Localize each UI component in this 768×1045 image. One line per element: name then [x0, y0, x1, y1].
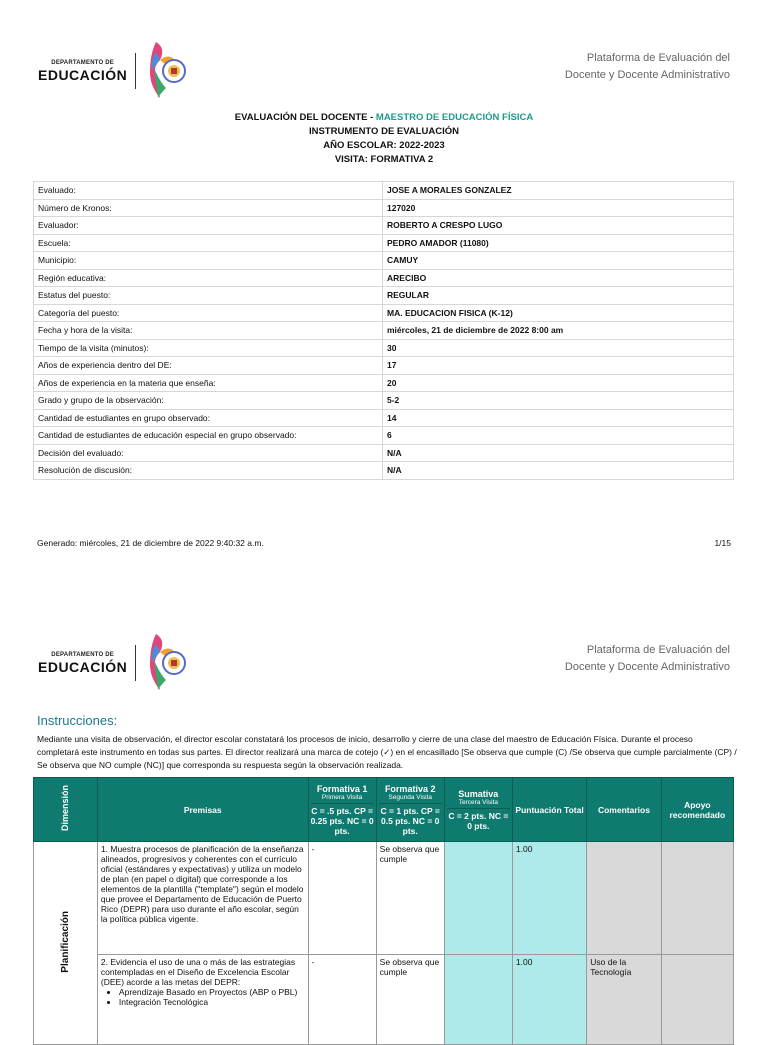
info-row	[34, 269, 734, 287]
info-label: Escuela:	[34, 234, 383, 252]
list-item: • Integración Tecnológica	[119, 997, 305, 1007]
info-label: Años de experiencia dentro del DE:	[34, 357, 383, 375]
info-row	[34, 357, 734, 375]
education-logo-2	[38, 630, 188, 696]
info-value: 17	[383, 357, 734, 375]
puerto-rico-seal-icon	[146, 38, 188, 104]
total-header: Puntuación Total	[512, 778, 586, 842]
info-row	[34, 462, 734, 480]
comments-header: Comentarios	[587, 778, 661, 842]
info-label: Decisión del evaluado:	[34, 444, 383, 462]
info-row	[34, 252, 734, 270]
info-value: 5-2	[383, 392, 734, 410]
info-row	[34, 287, 734, 305]
f1-cell: -	[308, 842, 376, 955]
platform-line-2: Docente y Docente Administrativo	[564, 69, 730, 81]
info-value: 30	[383, 339, 734, 357]
info-value: 14	[383, 409, 734, 427]
strategy-list	[101, 987, 305, 1007]
list-item: • Aprendizaje Basado en Proyectos (ABP o PBL)	[119, 987, 305, 997]
sumativa-header: Sumativa Tercera Visita C = 2 pts. NC = 0 pts.	[444, 778, 512, 842]
info-value: 127020	[383, 199, 734, 217]
instructions-text: Mediante una visita de observación, el director escolar constatará los procesos de inicio, desarrollo y cierre de una clase del maestro de Educación Física. Durante el proceso completará este instrumento en todas sus partes. El director realizará una marca de cotejo (✓) en el encasillado [Se observa que cumple (C) /Se observa que cumple parcialmente (CP) / Se observa que NO cumple (NC)] que corresponda su respuesta según la observación realizada.	[37, 734, 737, 770]
info-row	[34, 392, 734, 410]
platform-title	[565, 50, 730, 84]
page-footer	[37, 538, 731, 548]
logo-divider-2	[135, 645, 136, 681]
info-row	[34, 182, 734, 200]
info-row	[34, 339, 734, 357]
logo-big-text: EDUCACIÓN	[38, 66, 128, 83]
info-label: Años de experiencia en la materia que enseña:	[34, 374, 383, 392]
generated-text: Generado: miércoles, 21 de diciembre de 2022 9:40:32 a.m.	[37, 538, 264, 548]
support-cell	[661, 955, 733, 1045]
logo-small-text-2: DEPARTAMENTO DE	[51, 651, 114, 658]
info-label: Cantidad de estudiantes en grupo observado:	[34, 409, 383, 427]
platform-line-1: Plataforma de Evaluación del	[586, 52, 730, 64]
f2-cell: Se observa que cumple	[376, 842, 444, 955]
premise-cell	[97, 955, 308, 1045]
sumativa-cell	[444, 955, 512, 1045]
info-label: Evaluado:	[34, 182, 383, 200]
info-row	[34, 427, 734, 445]
info-label: Estatus del puesto:	[34, 287, 383, 305]
f1-cell: -	[308, 955, 376, 1045]
info-value: 6	[383, 427, 734, 445]
info-label: Número de Kronos:	[34, 199, 383, 217]
info-value: ROBERTO A CRESPO LUGO	[383, 217, 734, 235]
support-header: Apoyo recomendado	[661, 778, 733, 842]
instructions-title: Instrucciones:	[37, 713, 118, 728]
comment-cell: Uso de la Tecnología	[587, 955, 661, 1045]
info-label: Grado y grupo de la observación:	[34, 392, 383, 410]
title-line-3: AÑO ESCOLAR: 2022-2023	[323, 140, 445, 151]
f2-cell: Se observa que cumple	[376, 955, 444, 1045]
info-row	[34, 322, 734, 340]
logo-big-text-2: EDUCACIÓN	[38, 658, 128, 675]
info-value: miércoles, 21 de diciembre de 2022 8:00 am	[383, 322, 734, 340]
info-row	[34, 374, 734, 392]
support-cell	[661, 842, 733, 955]
info-value: MA. EDUCACION FISICA (K-12)	[383, 304, 734, 322]
premise-text: 2. Evidencia el uso de una o más de las estrategias contempladas en el Diseño de Excelencia Escolar (DEE) acorde a las metas del DEPR:	[100, 957, 296, 987]
info-value: N/A	[383, 462, 734, 480]
title-prefix: EVALUACIÓN DEL DOCENTE -	[234, 112, 374, 123]
document-title	[0, 111, 768, 167]
info-label: Cantidad de estudiantes de educación especial en grupo observado:	[34, 427, 383, 445]
title-line-4: VISITA: FORMATIVA 2	[334, 154, 434, 165]
logo-divider	[135, 53, 136, 89]
info-label: Municipio:	[34, 252, 383, 270]
title-line-2: INSTRUMENTO DE EVALUACIÓN	[308, 126, 460, 137]
puerto-rico-seal-icon	[146, 630, 188, 696]
title-accent: MAESTRO DE EDUCACIÓN FÍSICA	[375, 112, 534, 123]
platform-line-1: Plataforma de Evaluación del	[586, 644, 730, 656]
info-row	[34, 234, 734, 252]
platform-line-2: Docente y Docente Administrativo	[564, 661, 730, 673]
info-value: REGULAR	[383, 287, 734, 305]
info-label: Categoría del puesto:	[34, 304, 383, 322]
info-label: Resolución de discusión:	[34, 462, 383, 480]
dimension-cell	[34, 842, 98, 1045]
info-value: 20	[383, 374, 734, 392]
info-value: JOSE A MORALES GONZALEZ	[383, 182, 734, 200]
table-row	[34, 955, 734, 1045]
info-value: ARECIBO	[383, 269, 734, 287]
info-row	[34, 217, 734, 235]
dimension-header: Dimensión	[34, 778, 98, 842]
table-row	[34, 842, 734, 955]
info-row	[34, 199, 734, 217]
evaluation-info-table	[33, 181, 734, 480]
total-cell: 1.00	[512, 955, 586, 1045]
info-value: CAMUY	[383, 252, 734, 270]
formativa1-header: Formativa 1 Primera Visita C = .5 pts. CP = 0.25 pts. NC = 0 pts.	[308, 778, 376, 842]
platform-title-2	[565, 642, 730, 676]
comment-cell	[587, 842, 661, 955]
info-row	[34, 409, 734, 427]
logo-small-text: DEPARTAMENTO DE	[51, 59, 114, 66]
evaluation-criteria-table	[33, 777, 734, 1045]
info-label: Tiempo de la visita (minutos):	[34, 339, 383, 357]
info-row	[34, 444, 734, 462]
info-row	[34, 304, 734, 322]
info-value: N/A	[383, 444, 734, 462]
sumativa-cell	[444, 842, 512, 955]
total-cell: 1.00	[512, 842, 586, 955]
page-number: 1/15	[714, 538, 731, 548]
info-value: PEDRO AMADOR (11080)	[383, 234, 734, 252]
page-2	[0, 590, 768, 1024]
dimension-label: Planificación	[59, 911, 71, 973]
info-label: Región educativa:	[34, 269, 383, 287]
formativa2-header: Formativa 2 Segunda Visita C = 1 pts. CP = 0.5 pts. NC = 0 pts.	[376, 778, 444, 842]
premise-cell: 1. Muestra procesos de planificación de la enseñanza alineados, progresivos y coherentes con el currículo oficial (estándares y expectativas) y utiliza un modelo de plan (en papel o digital) que corresponde a los elementos de la plantilla ("template") según el modelo que provee el Departamento de Educación de Puerto Rico (DEPR) para uso durante el año escolar, según la política pública vigente.	[97, 842, 308, 955]
info-label: Evaluador:	[34, 217, 383, 235]
education-logo	[38, 38, 188, 104]
info-label: Fecha y hora de la visita:	[34, 322, 383, 340]
premisas-header: Premisas	[97, 778, 308, 842]
